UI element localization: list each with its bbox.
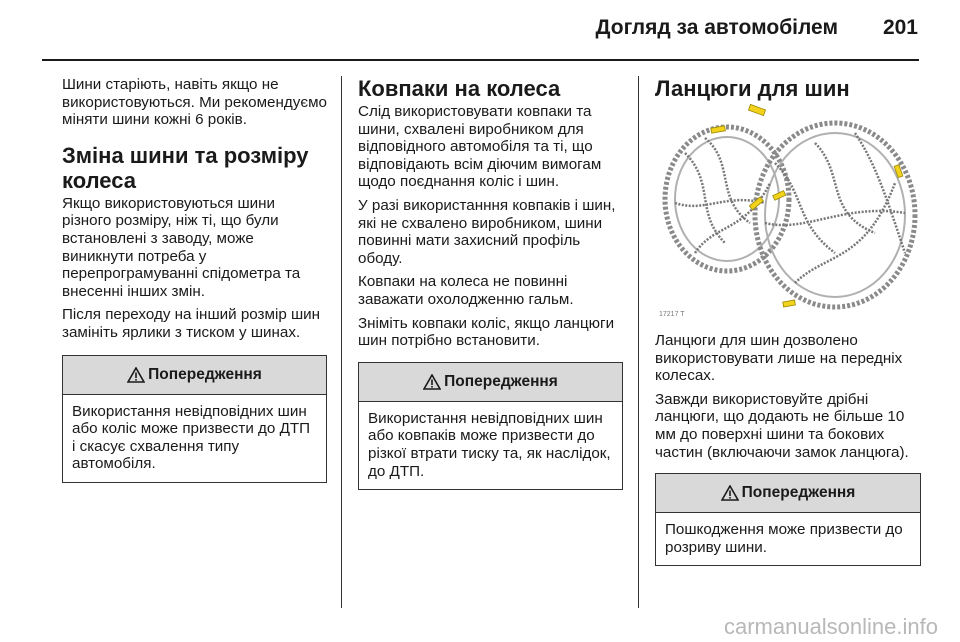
snow-chains-illustration	[655, 103, 919, 318]
warning-triangle-icon	[423, 374, 441, 390]
paragraph: Зніміть ковпаки коліс, якщо ланцюги шин потрібно встановити.	[358, 314, 615, 350]
paragraph: Завжди використовуйте дрібні ланцюги, що додають не більше 10 мм до поверхні шини та бокових частин (включаючи замок ланцюга).	[655, 390, 909, 461]
paragraph: У разі використанння ковпаків і шин, які не схвалено виробником, шини повинні мати захисний профіль ободу.	[358, 196, 616, 267]
warning-text: Використання невідповідних шин або ковпаків може призвести до різкої втрати тиску та, як наслідок, до ДТП.	[368, 409, 611, 480]
warning-box	[358, 362, 623, 490]
section-title-wheel-covers: Ковпаки на колеса	[358, 76, 561, 101]
column-3	[655, 76, 921, 566]
column-divider	[638, 76, 639, 608]
intro-paragraph: Шини старіють, навіть якщо не використовуються. Ми рекомендуємо міняти шини кожні 6 років.	[62, 76, 327, 129]
section-title-tyre-change: Зміна шини та розміру колеса	[62, 142, 309, 193]
warning-header	[63, 356, 326, 395]
warning-triangle-icon	[721, 485, 739, 501]
column-2	[358, 76, 623, 490]
warning-title: Попередження	[741, 484, 856, 502]
warning-box	[655, 473, 921, 566]
column-1	[62, 76, 327, 483]
warning-text: Пошкодження може призвести до розриву шини.	[665, 521, 903, 556]
chapter-title: Догляд за автомобілем	[595, 16, 838, 39]
section-title-snow-chains: Ланцюги для шин	[655, 76, 850, 101]
warning-header	[359, 363, 622, 402]
page-header	[0, 0, 960, 60]
paragraph: Ланцюги для шин дозволено використовувати лише на передніх колесах.	[655, 332, 903, 385]
paragraph: Слід використовувати ковпаки та шини, схвалені виробником для відповідного автомобіля та ті, що відповідають всім діючим вимогам щодо поєднання коліс і шин.	[358, 103, 602, 191]
warning-title: Попередження	[444, 372, 558, 390]
watermark: carmanualsonline.info	[723, 614, 938, 639]
warning-header	[656, 474, 920, 513]
paragraph: Якщо використовуються шини різного розміру, ніж ті, що були встановлені з заводу, може виникнути потреба у перепрограмуванні спідометра та внесенні інших змін.	[62, 194, 301, 300]
column-divider	[341, 76, 342, 608]
illustration-id: 17217 T	[659, 311, 685, 318]
paragraph: Ковпаки на колеса не повинні заважати охолодженню гальм.	[358, 273, 574, 308]
header-rule	[42, 59, 919, 61]
warning-text: Використання невідповідних шин або коліс може призвести до ДТП і скасує схвалення типу автомобіля.	[72, 402, 311, 473]
snow-chains-icon	[655, 103, 919, 318]
paragraph: Після переходу на інший розмір шин замініть ярлики з тиском у шинах.	[62, 306, 321, 341]
warning-title: Попередження	[148, 365, 262, 383]
warning-triangle-icon	[127, 367, 145, 383]
page-number: 201	[882, 16, 918, 39]
warning-box	[62, 355, 327, 483]
